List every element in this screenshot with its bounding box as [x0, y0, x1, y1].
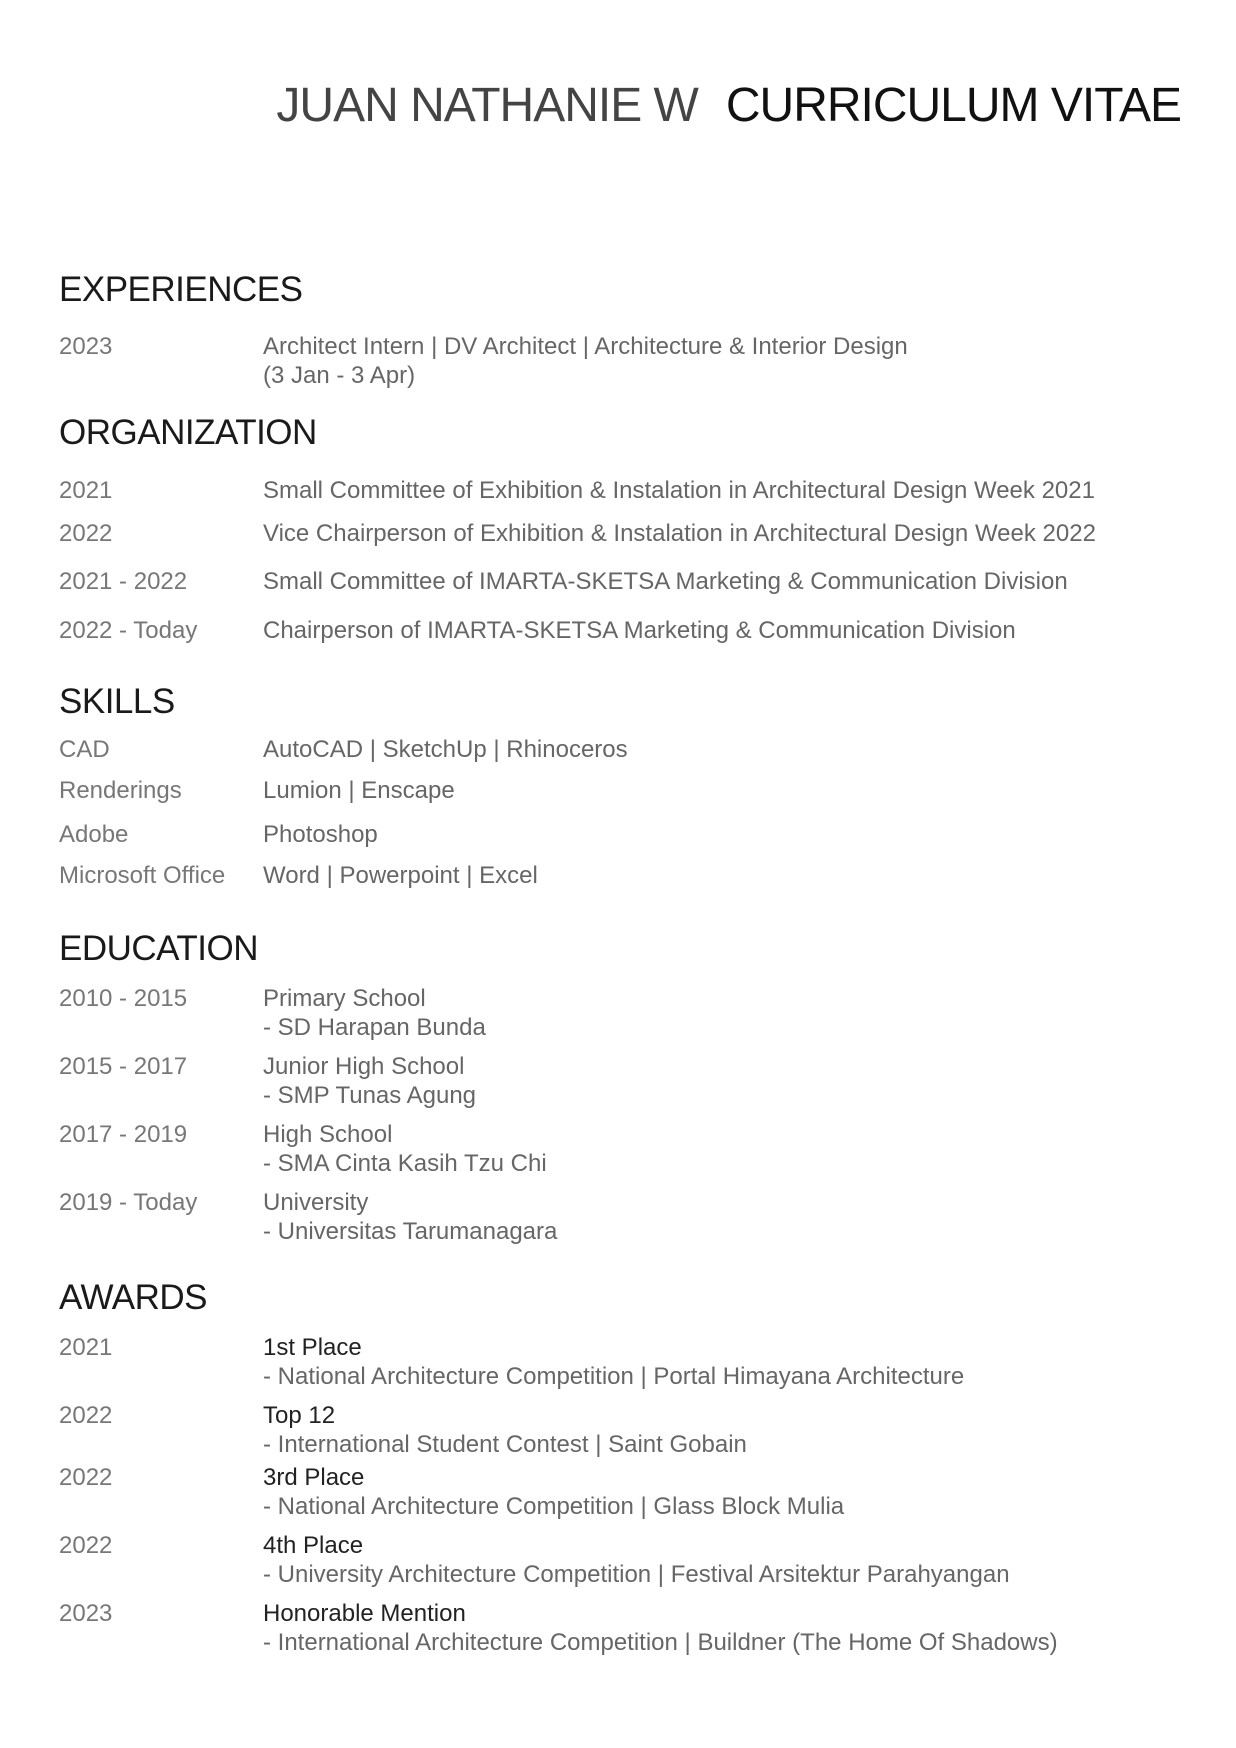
- section-title-awards: AWARDS: [59, 1278, 208, 1317]
- education-school: - SMA Cinta Kasih Tzu Chi: [263, 1150, 547, 1177]
- award-desc: [263, 1531, 1010, 1589]
- award-desc: [263, 1401, 747, 1459]
- award-year: 2021: [59, 1334, 113, 1361]
- organization-year: 2022 - Today: [59, 617, 198, 644]
- organization-year: 2021 - 2022: [59, 568, 188, 595]
- section-title-organization: ORGANIZATION: [59, 413, 317, 452]
- education-level: University: [263, 1189, 369, 1216]
- award-year: 2023: [59, 1600, 113, 1627]
- education-years: 2015 - 2017: [59, 1053, 188, 1080]
- award-year: 2022: [59, 1402, 113, 1429]
- award-title: Top 12: [263, 1402, 336, 1429]
- education-years: 2019 - Today: [59, 1189, 198, 1216]
- experience-dates: (3 Jan - 3 Apr): [263, 362, 416, 389]
- award-year: 2022: [59, 1532, 113, 1559]
- education-level: Junior High School: [263, 1053, 465, 1080]
- education-level: High School: [263, 1121, 393, 1148]
- skill-category: CAD: [59, 736, 110, 763]
- award-title: 1st Place: [263, 1334, 362, 1361]
- education-desc: [263, 1052, 476, 1110]
- skill-tools: AutoCAD | SketchUp | Rhinoceros: [263, 736, 628, 763]
- section-title-experiences: EXPERIENCES: [59, 270, 303, 309]
- award-year: 2022: [59, 1464, 113, 1491]
- education-desc: [263, 984, 486, 1042]
- award-title: 3rd Place: [263, 1464, 365, 1491]
- award-detail: - International Student Contest | Saint Gobain: [263, 1431, 747, 1458]
- education-school: - Universitas Tarumanagara: [263, 1218, 558, 1245]
- section-title-education: EDUCATION: [59, 929, 259, 968]
- education-years: 2010 - 2015: [59, 985, 188, 1012]
- experience-desc: [263, 332, 908, 390]
- education-desc: [263, 1120, 547, 1178]
- skill-tools: Word | Powerpoint | Excel: [263, 862, 538, 889]
- education-school: - SMP Tunas Agung: [263, 1082, 477, 1109]
- organization-desc: Vice Chairperson of Exhibition & Instalation in Architectural Design Week 2022: [263, 520, 1096, 547]
- skill-category: Microsoft Office: [59, 862, 226, 889]
- section-title-skills: SKILLS: [59, 682, 175, 721]
- education-desc: [263, 1188, 557, 1246]
- education-school: - SD Harapan Bunda: [263, 1014, 486, 1041]
- experience-role: Architect Intern | DV Architect | Architecture & Interior Design: [263, 333, 908, 360]
- person-name: JUAN NATHANIE W: [276, 79, 698, 132]
- award-title: Honorable Mention: [263, 1600, 466, 1627]
- organization-year: 2022: [59, 520, 113, 547]
- skill-category: Renderings: [59, 777, 182, 804]
- award-desc: [263, 1463, 844, 1521]
- award-detail: - University Architecture Competition | Festival Arsitektur Parahyangan: [263, 1561, 1010, 1588]
- organization-desc: Small Committee of IMARTA-SKETSA Marketing & Communication Division: [263, 568, 1068, 595]
- award-desc: [263, 1599, 1058, 1657]
- award-detail: - International Architecture Competition | Buildner (The Home Of Shadows): [263, 1629, 1058, 1656]
- award-desc: [263, 1333, 964, 1391]
- award-detail: - National Architecture Competition | Portal Himayana Architecture: [263, 1363, 965, 1390]
- document-title: CURRICULUM VITAE: [725, 79, 1181, 132]
- award-title: 4th Place: [263, 1532, 364, 1559]
- skill-tools: Lumion | Enscape: [263, 777, 455, 804]
- skill-category: Adobe: [59, 821, 129, 848]
- skill-tools: Photoshop: [263, 821, 378, 848]
- organization-desc: Small Committee of Exhibition & Instalation in Architectural Design Week 2021: [263, 477, 1095, 504]
- experience-year: 2023: [59, 333, 113, 360]
- education-years: 2017 - 2019: [59, 1121, 188, 1148]
- organization-year: 2021: [59, 477, 113, 504]
- education-level: Primary School: [263, 985, 426, 1012]
- organization-desc: Chairperson of IMARTA-SKETSA Marketing & Communication Division: [263, 617, 1016, 644]
- page-header: [276, 78, 1181, 133]
- award-detail: - National Architecture Competition | Glass Block Mulia: [263, 1493, 845, 1520]
